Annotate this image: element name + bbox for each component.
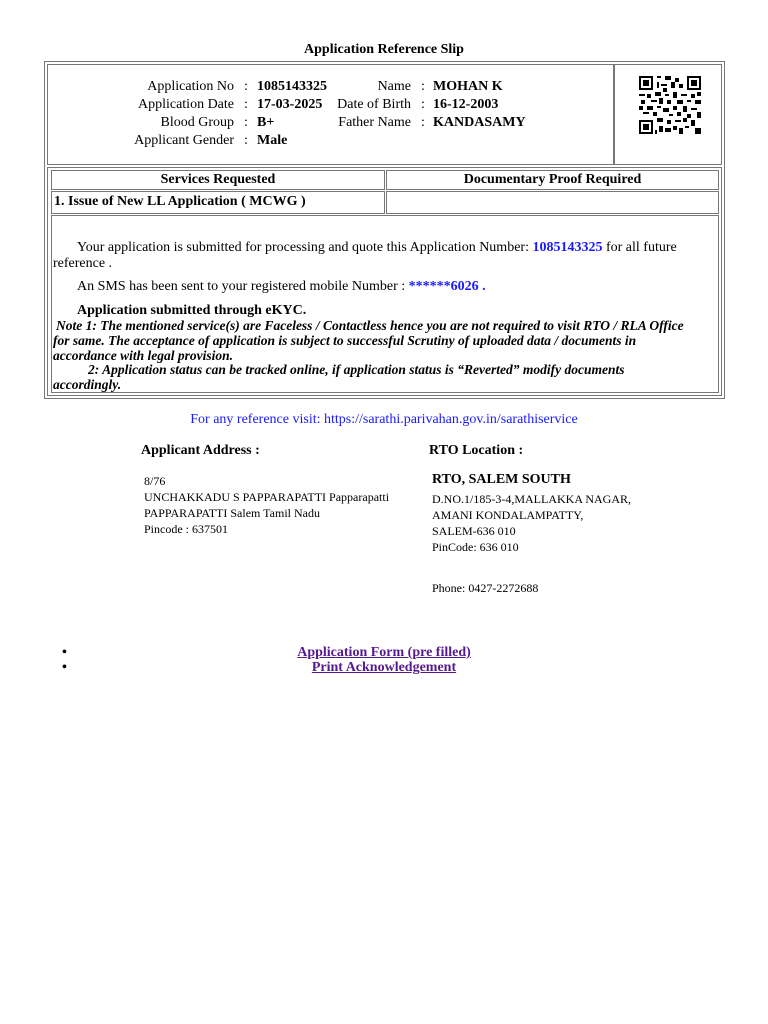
highlighted-app-number: 1085143325: [532, 240, 603, 255]
address-line: UNCHAKKADU S PAPPARAPATTI Papparapatti: [144, 490, 390, 504]
app-no-value: 1085143325: [257, 79, 327, 94]
gender-value: Male: [257, 133, 288, 148]
dob-value: 16-12-2003: [433, 97, 499, 112]
application-form-link[interactable]: Application Form (pre filled): [297, 645, 471, 660]
rto-address: [432, 491, 631, 555]
address-line: 8/76: [144, 474, 166, 488]
rto-address-line: D.NO.1/185-3-4,MALLAKKA NAGAR,: [432, 492, 631, 506]
name-label: Name: [377, 79, 411, 94]
submission-text-tail: for all future: [605, 240, 677, 255]
applicant-address: [144, 473, 389, 537]
reference-text: reference .: [53, 256, 113, 271]
masked-mobile-number: ******6026 .: [408, 279, 486, 294]
colon: :: [244, 97, 248, 112]
colon: :: [244, 115, 248, 130]
reference-url-line: For any reference visit: https://sarathi.parivahan.gov.in/sarathiservice: [190, 412, 578, 427]
note-2-line-2: accordingly.: [53, 377, 122, 392]
gender-label: Applicant Gender: [134, 133, 234, 148]
rto-address-line: SALEM-636 010: [432, 524, 516, 538]
rto-location-heading: RTO Location :: [429, 443, 524, 458]
rto-pincode: PinCode: 636 010: [432, 540, 519, 554]
documentary-proof-header: Documentary Proof Required: [463, 172, 642, 187]
page-title: Application Reference Slip: [304, 42, 464, 57]
applicant-address-heading: Applicant Address :: [141, 443, 260, 458]
app-date-value: 17-03-2025: [257, 97, 323, 112]
proof-cell: [386, 191, 719, 214]
note-2-line-1: 2: Application status can be tracked online, if application status is “Reverted” modify documents: [88, 362, 625, 377]
app-date-label: Application Date: [137, 97, 234, 112]
qr-code-icon: [639, 76, 701, 134]
colon: :: [421, 97, 425, 112]
slip-container: [44, 61, 725, 399]
bullet-icon: •: [62, 660, 67, 675]
note-1-line-2: for same. The acceptance of application is subject to successful Scrutiny of uploaded data / documents in: [53, 333, 637, 348]
colon: :: [244, 133, 248, 148]
colon: :: [421, 79, 425, 94]
note-1-line-1: Note 1: The mentioned service(s) are Faceless / Contactless hence you are not required to visit RTO / RLA Office: [56, 318, 684, 333]
address-line: PAPPARAPATTI Salem Tamil Nadu: [144, 506, 320, 520]
sms-text: An SMS has been sent to your registered mobile Number :: [77, 279, 406, 294]
rto-phone: Phone: 0427-2272688: [432, 581, 539, 595]
list-item: [0, 660, 768, 675]
colon: :: [244, 79, 248, 94]
action-links-list: [0, 645, 768, 675]
submission-text: Your application is submitted for processing and quote this Application Number:: [77, 240, 529, 255]
app-no-label: Application No: [147, 79, 234, 94]
rto-address-line: AMANI KONDALAMPATTY,: [432, 508, 584, 522]
list-item: [0, 645, 768, 660]
service-item: 1. Issue of New LL Application ( MCWG ): [54, 194, 306, 209]
address-pincode: Pincode : 637501: [144, 522, 228, 536]
blood-group-label: Blood Group: [160, 115, 234, 130]
print-acknowledgement-link[interactable]: Print Acknowledgement: [311, 660, 457, 675]
services-requested-header: Services Requested: [160, 172, 276, 187]
submission-message: [77, 240, 677, 256]
bullet-icon: •: [62, 645, 67, 660]
applicant-info-box: [47, 64, 614, 165]
sms-message: [77, 279, 486, 295]
dob-label: Date of Birth: [337, 97, 411, 112]
note-1-line-3: accordance with legal provision.: [53, 348, 233, 363]
colon: :: [421, 115, 425, 130]
father-label: Father Name: [338, 115, 411, 130]
ekyc-message: Application submitted through eKYC.: [77, 303, 307, 318]
name-value: MOHAN K: [433, 79, 503, 94]
rto-name: RTO, SALEM SOUTH: [432, 472, 571, 487]
blood-group-value: B+: [257, 115, 275, 130]
father-value: KANDASAMY: [433, 115, 526, 130]
